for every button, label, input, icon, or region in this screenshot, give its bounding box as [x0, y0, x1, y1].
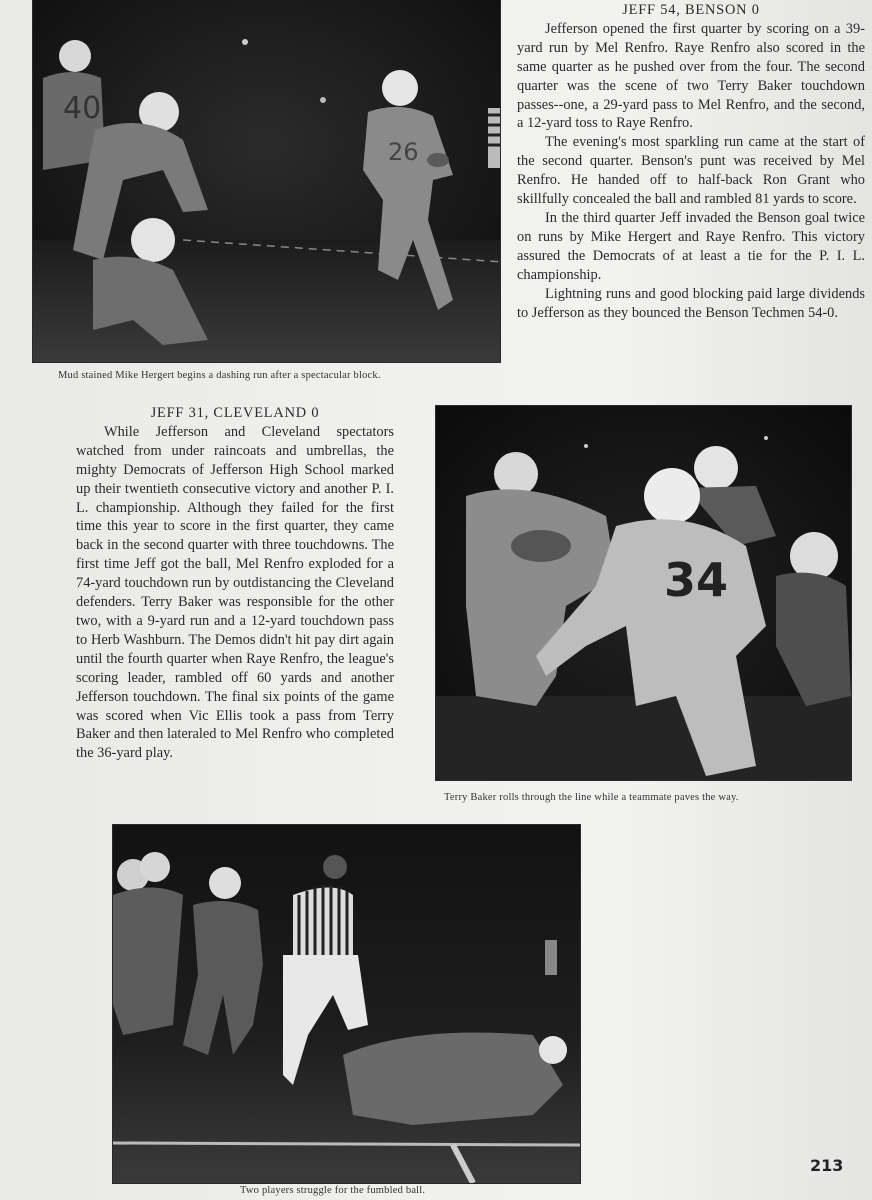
jersey-number: 40	[63, 91, 102, 126]
article-jeff-cleveland	[76, 404, 394, 763]
photo-terry-baker-line	[436, 406, 851, 780]
photo-caption: Terry Baker rolls through the line while a teammate paves the way.	[444, 792, 739, 803]
photo-caption: Mud stained Mike Hergert begins a dashing run after a spectacular block.	[58, 370, 381, 381]
article-paragraph: While Jefferson and Cleveland spectators watched from under raincoats and umbrellas, the mighty Democrats of Jefferson High School marked up their twentieth consecutive victory and another P. I. L. championship. Although they failed for the first time this year to score in the first quarter, they came back in the second quarter with three touchdowns. The first time Jeff got the ball, Mel Renfro exploded for a 74-yard touchdown run by outdistancing the Cleveland defenders. Terry Baker was responsible for the other two, with a 9-yard run and a 12-yard touchdown pass to Herb Washburn. The Demos didn't hit pay dirt again until the fourth quarter when Raye Renfro, the league's scoring leader, rambled off 60 yards and another Jefferson touchdown. The final six points of the game was scored when Vic Ellis took a pass from Terry Baker and then lateraled to Mel Renfro who completed the 36-yard play.	[76, 423, 394, 762]
page-number: 213	[810, 1156, 844, 1175]
jersey-number: 26	[388, 138, 419, 166]
jersey-number: 34	[664, 553, 729, 607]
article-paragraph: The evening's most sparkling run came at the start of the second quarter. Benson's punt was received by Mel Renfro. He handed off to half-back Ron Grant who skillfully concealed the ball and rambled 81 yards to score.	[517, 134, 865, 208]
photo-mud-stained-run	[33, 0, 500, 362]
article-headline: JEFF 54, BENSON 0	[622, 2, 760, 18]
article-paragraph: Lightning runs and good blocking paid large dividends to Jefferson as they bounced the Benson Techmen 54-0.	[517, 285, 865, 321]
photo-fumbled-ball	[113, 825, 580, 1183]
player-figure	[343, 1033, 567, 1126]
football-photo-image	[113, 825, 580, 1183]
football-photo-image	[33, 0, 500, 362]
article-jeff-benson	[517, 1, 865, 322]
article-paragraph: In the third quarter Jeff invaded the Benson goal twice on runs by Mike Hergert and Raye Renfro. This victory assured the Democrats of at least a tie for the P. I. L. championship.	[517, 209, 865, 283]
photo-caption: Two players struggle for the fumbled ball.	[240, 1185, 426, 1196]
article-headline: JEFF 31, CLEVELAND 0	[150, 405, 320, 421]
football-photo-image	[436, 406, 851, 780]
article-paragraph: Jefferson opened the first quarter by scoring on a 39-yard run by Mel Renfro. Raye Renfro also scored in the same quarter as he pushed over from the four. The second quarter was the scene of two Terry Baker touchdown passes--one, a 29-yard pass to Mel Renfro, and the second, a 12-yard toss to Raye Renfro.	[517, 20, 865, 132]
